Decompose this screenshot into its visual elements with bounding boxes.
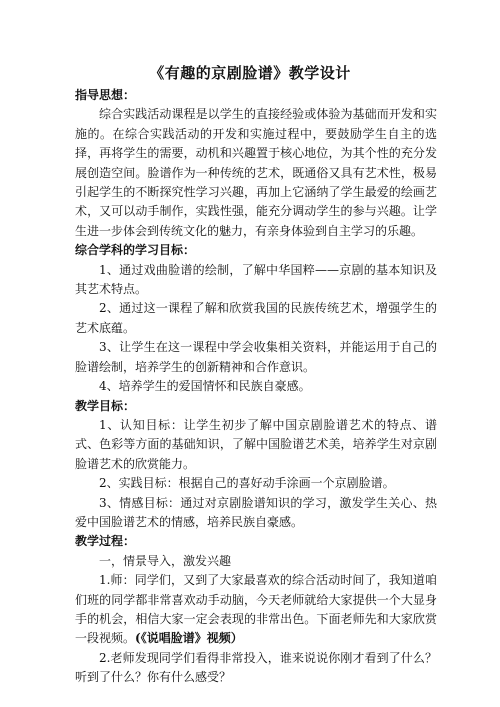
integrated-item-3: 3、让学生在这一课程中学会收集相关资料，并能运用于自己的脸谱绘制，培养学生的创新精神和合作意识。 bbox=[75, 340, 437, 374]
process-paragraph-1 bbox=[75, 571, 437, 649]
process-step-1: 一，情景导入，激发兴趣 bbox=[99, 553, 232, 568]
integrated-item-2: 2、通过这一课程了解和欣赏我国的民族传统艺术，增强学生的艺术底蕴。 bbox=[75, 301, 437, 335]
integrated-item-4: 4、培养学生的爱国情怀和民族自豪感。 bbox=[99, 379, 311, 394]
process-paragraph-2: 2.老师发现同学们看得非常投入，谁来说说你刚才看到了什么？听到了什么？你有什么感受？ bbox=[75, 650, 437, 685]
process-paragraph-1-text: 1.师：同学们，又到了大家最喜欢的综合活动时间了，我知道咱们班的同学都非常喜欢动手动脑，今天老师就给大家提供一个大显身手的机会，相信大家一定会表现的非常出色。下面老师先和大家欣赏一段视频。 bbox=[75, 573, 437, 646]
goals-heading: 教学目标： bbox=[75, 398, 136, 413]
document-body bbox=[75, 86, 437, 688]
goal-item-2: 2、实践目标：根据自己的喜好动手涂画一个京剧脸谱。 bbox=[99, 476, 395, 491]
integrated-heading: 综合学科的学习目标： bbox=[75, 243, 196, 258]
integrated-item-1: 1、通过戏曲脸谱的绘制，了解中华国粹——京剧的基本知识及其艺术特点。 bbox=[75, 262, 437, 297]
guiding-paragraph: 综合实践活动课程是以学生的直接经验或体验为基础而开发和实施的。在综合实践活动的开发和实施过程中，要鼓励学生自主的选择，再将学生的需要，动机和兴趣置于核心地位，为其个性的充分发展创造空间。脸谱作为一种传统的艺术，既通俗又具有艺术性，极易引起学生的不断探究性学习兴趣，再加上它涵纳了学生最爱的绘画艺术，又可以动手制作，实践性强，能充分调动学生的参与兴趣。让学生进一步体会到传统文化的魅力，有亲身体验到自主学习的乐趣。 bbox=[75, 107, 437, 238]
guiding-heading: 指导思想： bbox=[75, 88, 136, 102]
document-title: 《有趣的京剧脸谱》教学设计 bbox=[149, 64, 351, 82]
goal-item-3: 3、情感目标：通过对京剧脸谱知识的学习，激发学生关心、热爱中国脸谱艺术的情感，培养民族自豪感。 bbox=[75, 495, 437, 529]
video-reference: (《说唱脸谱》视频） bbox=[135, 631, 243, 646]
goal-item-1: 1、认知目标：让学生初步了解中国京剧脸谱艺术的特点、谱式、色彩等方面的基础知识，了解中国脸谱艺术美，培养学生对京剧脸谱艺术的欣赏能力。 bbox=[75, 417, 437, 471]
process-heading: 教学过程： bbox=[75, 534, 136, 549]
